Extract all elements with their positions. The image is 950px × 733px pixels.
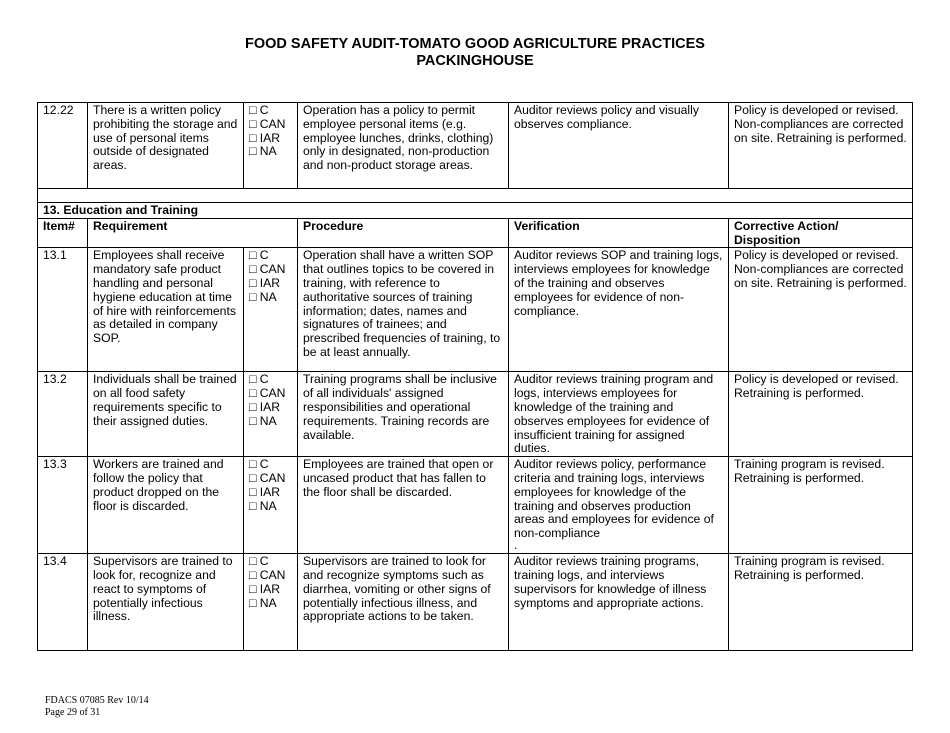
form-id: FDACS 07085 Rev 10/14 xyxy=(45,695,149,706)
compliance-checkboxes[interactable] xyxy=(244,248,298,372)
requirement-cell: Individuals shall be trained on all food safety requirements specific to their assigned duties. xyxy=(88,372,244,457)
page-footer xyxy=(45,695,149,719)
checkbox-iar[interactable]: □ IAR xyxy=(249,130,281,145)
requirement-cell: Workers are trained and follow the policy that product dropped on the floor is discarded. xyxy=(88,457,244,554)
checkbox-can[interactable]: □ CAN xyxy=(249,470,286,485)
verification-cell: Auditor reviews training programs, training logs, and interviews supervisors for knowledge of illness symptoms and appropriate actions. xyxy=(509,554,729,651)
header-row xyxy=(38,218,913,248)
requirement-cell: Supervisors are trained to look for, recognize and react to symptoms of potentially infectious illness. xyxy=(88,554,244,651)
checkbox-na[interactable]: □ NA xyxy=(249,498,277,513)
header-verification: Verification xyxy=(509,218,729,248)
verification-text: Auditor reviews policy, performance criteria and training logs, interviews employees for knowledge of the training and observes production areas and employees for evidence of non-compliance xyxy=(514,457,714,541)
verification-cell xyxy=(509,457,729,554)
section-title: 13. Education and Training xyxy=(38,203,913,219)
title-line-1: FOOD SAFETY AUDIT-TOMATO GOOD AGRICULTURE PRACTICES xyxy=(245,36,705,52)
checkbox-na[interactable]: □ NA xyxy=(249,289,277,304)
item-number: 13.1 xyxy=(38,248,88,372)
checkbox-can[interactable]: □ CAN xyxy=(249,567,286,582)
verification-extra: . xyxy=(514,537,518,552)
procedure-cell: Supervisors are trained to look for and recognize symptoms such as diarrhea, vomiting or other signs of potentially infectious illness, and appropriate actions to be taken. xyxy=(298,554,509,651)
table-row xyxy=(38,554,913,651)
header-requirement: Requirement xyxy=(88,218,298,248)
checkbox-can[interactable]: □ CAN xyxy=(249,116,286,131)
procedure-cell: Employees are trained that open or uncased product that has fallen to the floor shall be discarded. xyxy=(298,457,509,554)
checkbox-iar[interactable]: □ IAR xyxy=(249,399,281,414)
item-number: 13.3 xyxy=(38,457,88,554)
checkbox-na[interactable]: □ NA xyxy=(249,595,277,610)
checkbox-can[interactable]: □ CAN xyxy=(249,386,286,401)
table-row xyxy=(38,248,913,372)
requirement-cell: There is a written policy prohibiting the storage and use of personal items outside of designated areas. xyxy=(88,103,244,189)
verification-cell: Auditor reviews policy and visually observes compliance. xyxy=(509,103,729,189)
audit-table xyxy=(37,102,913,651)
procedure-cell: Operation has a policy to permit employee personal items (e.g. employee lunches, drinks, clothing) only in designated, non-production and non-product storage areas. xyxy=(298,103,509,189)
document-title xyxy=(0,36,950,70)
corrective-cell: Policy is developed or revised. Non-compliances are corrected on site. Retraining is performed. xyxy=(729,248,913,372)
table-row xyxy=(38,103,913,189)
procedure-cell: Operation shall have a written SOP that outlines topics to be covered in training, with reference to authoritative sources of training information; dates, names and signatures of trainees; and prescribed frequencies of training, to be at least annually. xyxy=(298,248,509,372)
section-row xyxy=(38,203,913,219)
corrective-cell: Training program is revised. Retraining is performed. xyxy=(729,457,913,554)
compliance-checkboxes[interactable] xyxy=(244,457,298,554)
table-row xyxy=(38,457,913,554)
page-number: Page 29 of 31 xyxy=(45,707,101,718)
compliance-checkboxes[interactable] xyxy=(244,372,298,457)
checkbox-c[interactable]: □ C xyxy=(249,554,269,569)
item-number: 13.4 xyxy=(38,554,88,651)
item-number: 12.22 xyxy=(38,103,88,189)
item-number: 13.2 xyxy=(38,372,88,457)
checkbox-c[interactable]: □ C xyxy=(249,103,269,117)
header-item: Item# xyxy=(38,218,88,248)
spacer-cell xyxy=(38,189,913,203)
header-corrective: Corrective Action/ Disposition xyxy=(729,218,913,248)
checkbox-na[interactable]: □ NA xyxy=(249,413,277,428)
table-row xyxy=(38,372,913,457)
spacer-row xyxy=(38,189,913,203)
verification-cell: Auditor reviews training program and logs, interviews employees for knowledge of the training and observes employees for evidence of insufficient training for assigned duties. xyxy=(509,372,729,457)
checkbox-c[interactable]: □ C xyxy=(249,248,269,263)
checkbox-c[interactable]: □ C xyxy=(249,457,269,472)
procedure-cell: Training programs shall be inclusive of all individuals' assigned responsibilities and operational requirements. Training records are available. xyxy=(298,372,509,457)
corrective-cell: Policy is developed or revised. Retraining is performed. xyxy=(729,372,913,457)
compliance-checkboxes[interactable] xyxy=(244,103,298,189)
header-procedure: Procedure xyxy=(298,218,509,248)
title-line-2: PACKINGHOUSE xyxy=(416,53,534,69)
verification-cell: Auditor reviews SOP and training logs, interviews employees for knowledge of the training and observes employees for evidence of non-compliance. xyxy=(509,248,729,372)
compliance-checkboxes[interactable] xyxy=(244,554,298,651)
requirement-cell: Employees shall receive mandatory safe product handling and personal hygiene education at time of hire with reinforcements as detailed in company SOP. xyxy=(88,248,244,372)
checkbox-iar[interactable]: □ IAR xyxy=(249,484,281,499)
corrective-cell: Training program is revised. Retraining is performed. xyxy=(729,554,913,651)
checkbox-c[interactable]: □ C xyxy=(249,372,269,387)
checkbox-iar[interactable]: □ IAR xyxy=(249,581,281,596)
corrective-cell: Policy is developed or revised. Non-compliances are corrected on site. Retraining is performed. xyxy=(729,103,913,189)
checkbox-na[interactable]: □ NA xyxy=(249,144,277,159)
checkbox-iar[interactable]: □ IAR xyxy=(249,275,281,290)
checkbox-can[interactable]: □ CAN xyxy=(249,262,286,277)
